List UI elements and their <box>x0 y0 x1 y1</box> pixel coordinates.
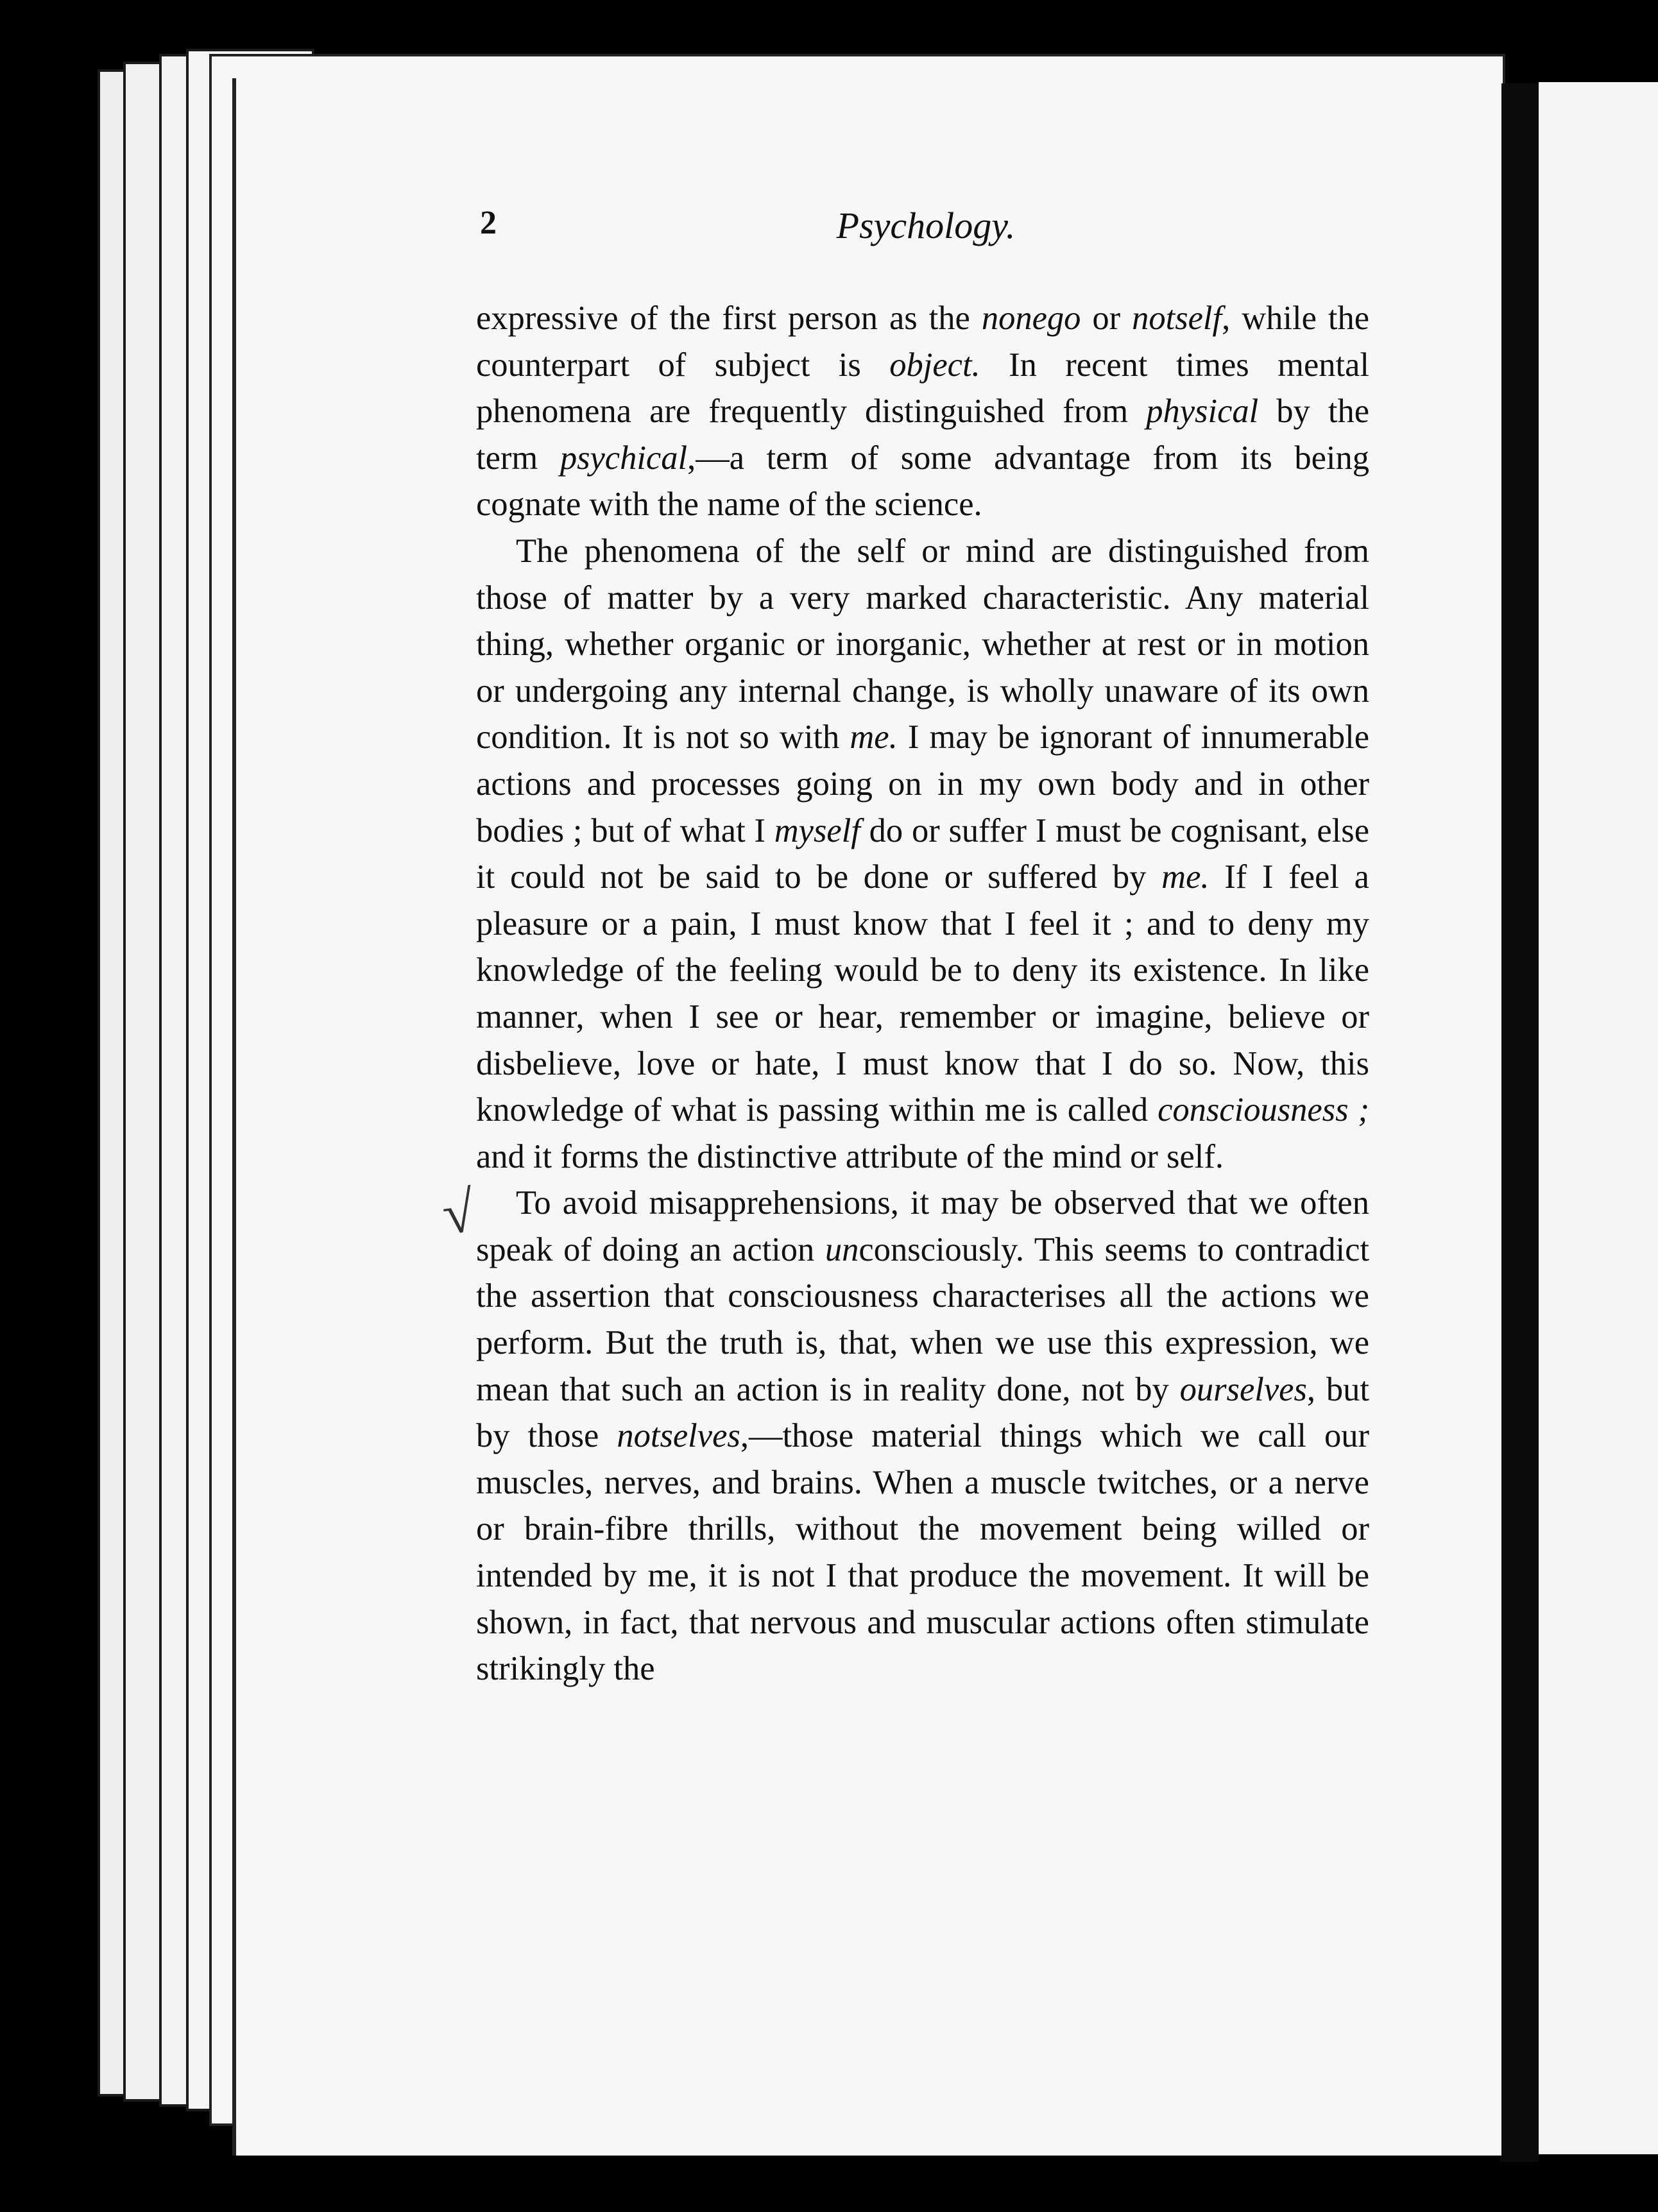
text-run: ,—those material things which we call our muscles, nerves, and brains. When a muscle twitches, or a nerve or brain-fibre thrills, without the movement being willed or intended by me, it is not I that produce the movement. It will be shown, in fact, that nervous and muscular actions often stimulate strikingly the <box>476 1417 1369 1688</box>
text-run: by the term <box>476 393 1369 477</box>
text-run: In recent times mental phenomena are frequently distinguished from <box>476 346 1369 430</box>
body-text <box>476 295 1369 1692</box>
text-run: If I feel a pleasure or a pain, I must know that I feel it ; and to deny my knowledge of the feeling would be to deny its existence. In like manner, when I see or hear, remember or imagine, believe or disbelieve, love or hate, I must know that I do so. Now, this knowledge of what is passing within me is called <box>476 858 1369 1129</box>
text-run: ,—a term of some advantage from its being cognate with the name of the science. <box>476 439 1369 523</box>
italic-text: object. <box>889 346 980 384</box>
page-number: 2 <box>480 205 497 241</box>
italic-text: consciousness ; <box>1158 1091 1370 1129</box>
text-run: consciously. This seems to contradict the assertion that consciousness characterises all the actions we perform. But the truth is, that, when we use this expression, we mean that such an action is in reality done, not by <box>476 1230 1370 1408</box>
page-header <box>480 204 1372 262</box>
text-run: I may be ignorant of innumerable actions and processes going on in my own body and in other bodies ; but of what I <box>476 719 1370 849</box>
italic-text: myself <box>774 812 860 849</box>
italic-text: me. <box>850 719 898 756</box>
text-run: expressive of the first person as the <box>476 300 982 337</box>
italic-text: ourselves <box>1179 1370 1307 1408</box>
italic-text: notself <box>1132 300 1222 337</box>
text-run: , but by those <box>476 1370 1369 1455</box>
text-run: and it forms the distinctive attribute of the mind or self. <box>476 1137 1224 1175</box>
paragraph <box>476 1180 1369 1692</box>
text-run: or <box>1081 300 1132 337</box>
paragraph <box>476 295 1369 528</box>
italic-text: un <box>825 1230 859 1268</box>
italic-text: physical <box>1146 393 1259 430</box>
italic-text: me. <box>1161 858 1209 896</box>
running-title: Psychology. <box>836 205 1016 246</box>
paragraph <box>476 528 1369 1180</box>
text-run: , while the counterpart of subject is <box>476 300 1369 384</box>
text-run: The phenomena of the self or mind are distinguished from those of matter by a very marked characteristic. Any material thing, whether organic or inorganic, whether at rest or in motion or undergoing any internal change, is wholly unaware of its own condition. It is not so with <box>476 532 1369 756</box>
facing-page <box>1539 82 1658 2154</box>
margin-check-mark: √ <box>438 1180 479 1247</box>
text-run: do or suffer I must be cognisant, else it could not be said to be done or suffered by <box>476 812 1369 896</box>
italic-text: nonego <box>981 300 1081 337</box>
italic-text: psychical <box>560 439 688 477</box>
italic-text: notselves <box>617 1417 740 1455</box>
book-spine <box>1500 83 1539 2162</box>
text-run: To avoid misapprehensions, it may be observed that we often speak of doing an action <box>476 1184 1369 1268</box>
